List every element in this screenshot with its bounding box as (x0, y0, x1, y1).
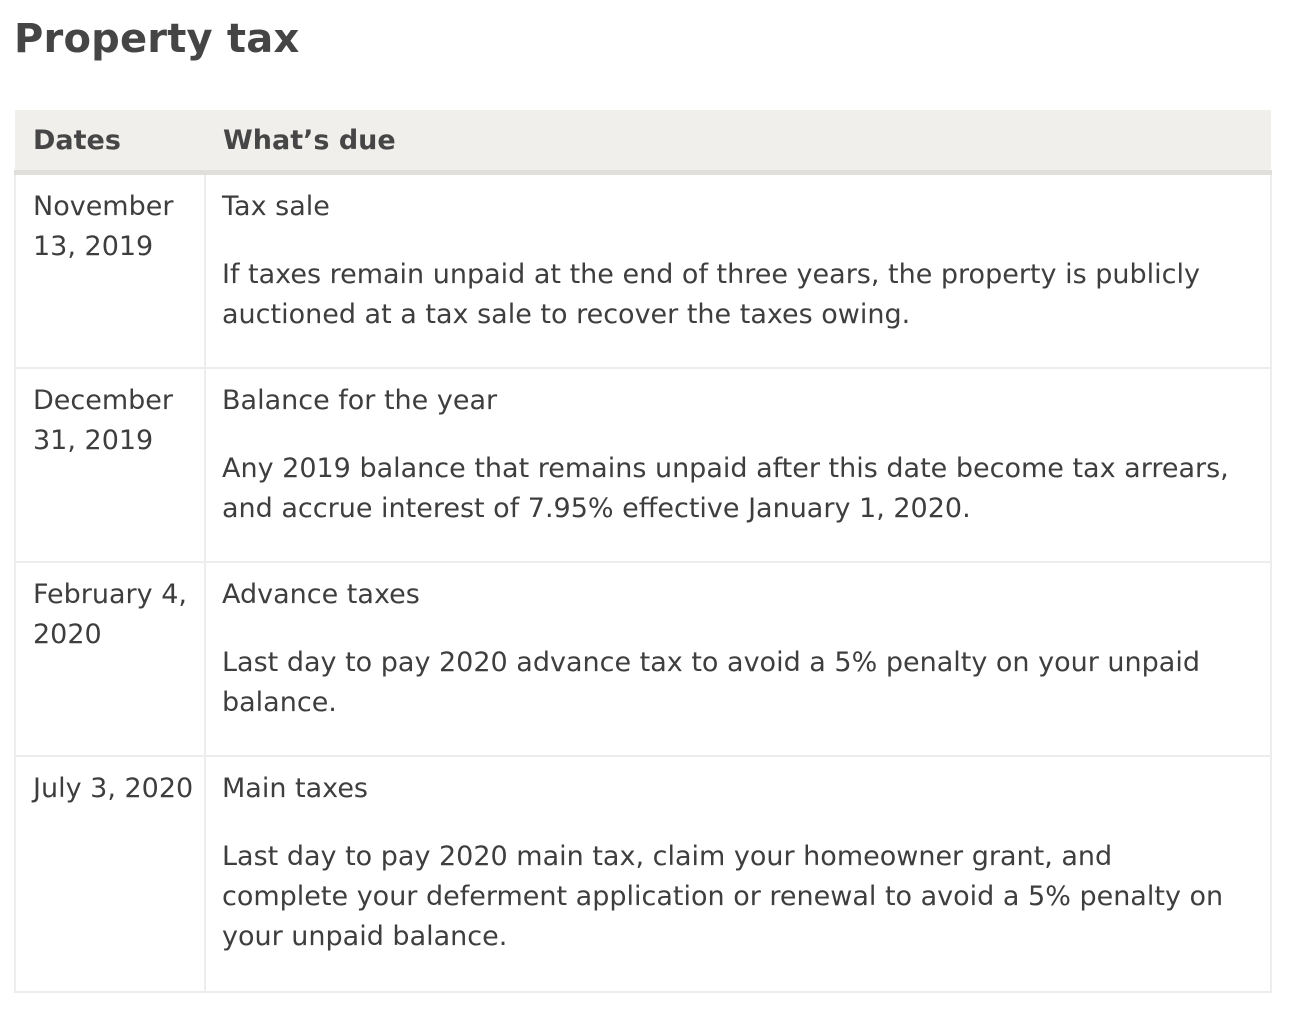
date-cell: December 31, 2019 (15, 368, 205, 562)
table-row (15, 368, 1271, 562)
table-row (15, 562, 1271, 756)
property-tax-table (14, 110, 1272, 993)
column-header-whats-due: What’s due (205, 110, 1271, 173)
table-row (15, 173, 1271, 369)
due-cell (205, 756, 1271, 992)
table-header (15, 110, 1271, 173)
due-item-description: Last day to pay 2020 advance tax to avoid a 5% penalty on your unpaid balance. (222, 647, 1200, 718)
date-cell: July 3, 2020 (15, 756, 205, 992)
due-item-title: Advance taxes (222, 579, 420, 610)
page-title: Property tax (14, 16, 300, 62)
due-cell (205, 368, 1271, 562)
date-cell: November 13, 2019 (15, 173, 205, 369)
column-header-dates: Dates (15, 110, 205, 173)
due-item-title: Main taxes (222, 773, 368, 804)
table-row (15, 756, 1271, 992)
due-item-description: Any 2019 balance that remains unpaid after this date become tax arrears, and accrue interest of 7.95% effective January 1, 2020. (222, 453, 1229, 524)
due-cell (205, 173, 1271, 369)
due-item-title: Tax sale (222, 191, 330, 222)
due-item-description: If taxes remain unpaid at the end of three years, the property is publicly auctioned at a tax sale to recover the taxes owing. (222, 259, 1200, 330)
due-item-title: Balance for the year (222, 385, 498, 416)
due-cell (205, 562, 1271, 756)
table-header-row (15, 110, 1271, 173)
due-item-description: Last day to pay 2020 main tax, claim your homeowner grant, and complete your deferment application or renewal to avoid a 5% penalty on your unpaid balance. (222, 841, 1224, 952)
table-body (15, 173, 1271, 993)
date-cell: February 4, 2020 (15, 562, 205, 756)
